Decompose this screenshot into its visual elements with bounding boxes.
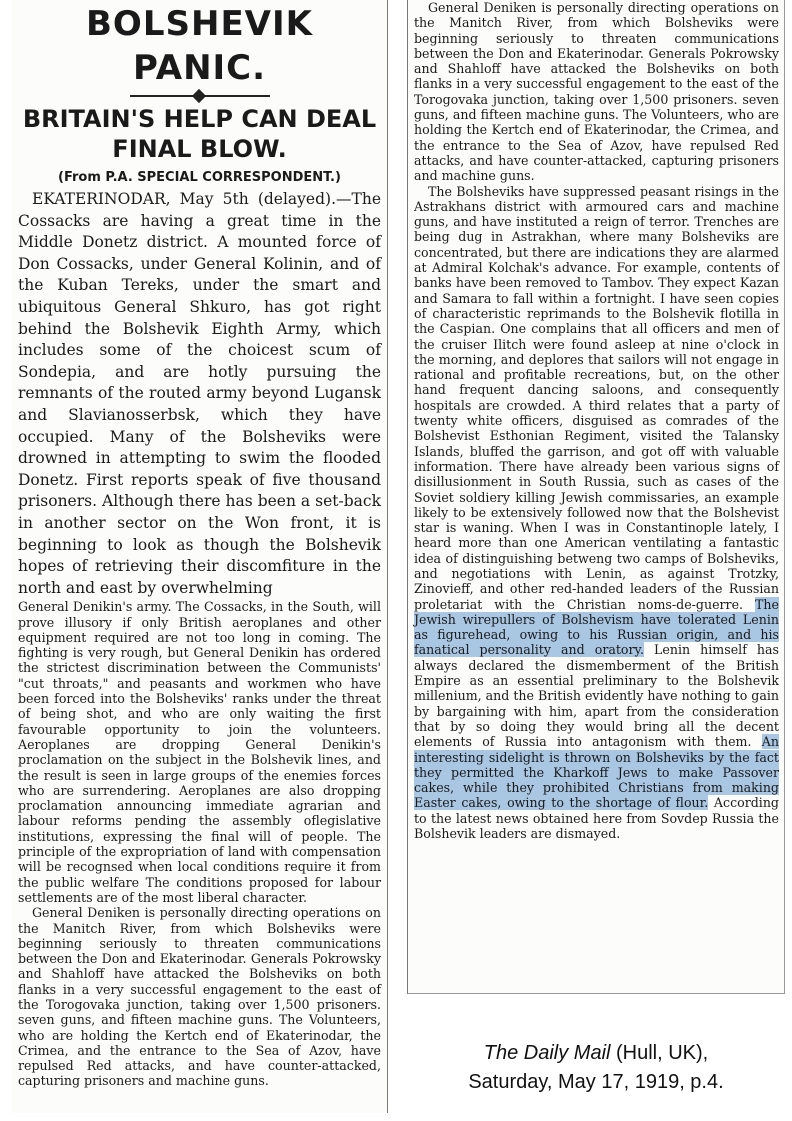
left-denikin-paragraph: General Deniken is personally directing operations on the Manitch River, from which Bolsheviks were beginning seriously to threaten communications between the Don and Ekaterinodar. Generals Pokrowsky and Shahloff have attacked the Bolsheviks on both flanks in a very successful engagement to the east of the Torogovaka junction, taking over 1,500 prisoners. seven guns, and fifteen machine guns. The Volunteers, who are holding the Kertch end of Ekaterinodar, the Crimea, and the entrance to the Sea of Azov, have repulsed Red attacks, and have counter-attacked, capturing prisoners and machine guns.	[18, 905, 381, 1089]
left-continued-paragraph: General Denikin's army. The Cossacks, in the South, will prove illusory if only British aeroplanes and other equipment required are not too long in coming. The fighting is very rough, but General Denikin has ordered the strictest discrimination between the Communists' "cut throats," and peasants and workmen who have been forced into the Bolsheviks' ranks under the threat of being shot, and who are only waiting the first favourable opportunity to join the volunteers. Aeroplanes are dropping General Denikin's proclamation on the subject in the Bolshevik lines, and the result is seen in large groups of the enemies forces who are surrendering. Aeroplanes are also dropping proclamation announcing immediate agrarian and labour reforms pending the assembly oflegislative institutions, expressing the final will of people. The principle of the expropriation of land with compensation will be recognsed when local conditions require it from the public welfare The conditions proposed for labour settlements are of the most liberal character.	[18, 599, 381, 905]
source-caption-line-1	[408, 1040, 784, 1066]
right-terror-text: The Bolsheviks have suppressed peasant risings in the Astrakhans district with armoured cars and machine guns, and have instituted a reign of terror. Trenches are being dug in Astrakhan, where many Bolsheviks are concentrated, but there are indications they are alarmed at Admiral Kolchak's advance. For example, contents of banks have been removed to Tambov. They expect Kazan and Samara to fall within a fortnight. I have seen copies of characteristic reprimands to the Bolshevik flotilla in the Caspian. One complains that all officers and men of the cruiser Ilitch were found asleep at nine o'clock in the morning, and deplores that sailors will not engage in rational and profitable recreations, but, on the other hand frequent dancing saloons, and consequently hospitals are crowded. A third relates that a party of twenty white officers, disguised as comrades of the Bolshevist Esthonian Regiment, visited the Talansky Islands, bluffed the garrison, and got off with valuable information. There have already been various signs of disillusionment in South Russia, such as cases of the Soviet soldiery killing Jewish commissaries, an example likely to be extensively followed now that the Bolshevist star is waning. When I was in Constantinople lately, I heard more than one American ventilating a fantastic idea of distinguishing betweng two camps of Bolsheviks, and negotiations with Lenin, as against Trotzky, Zinovieff, and other red-handed leaders of the Russian proletariat with the Christian noms-de-guerre.	[414, 183, 779, 612]
lead-paragraph: EKATERINODAR, May 5th (delayed).—The Cossacks are having a great time in the Middle Donetz district. A mounted force of Don Cossacks, under General Kolinin, and of the Kuban Tereks, under the smart and ubiquitous General Shkuro, has got right behind the Bolshevik Eighth Army, which includes some of the choicest scum of Sondepia, and are hotly pursuing the remnants of the routed army beyond Lugansk and Slavianosserbsk, which they have occupied. Many of the Bolsheviks were drowned in attempting to swim the flooded Donetz. First reports speak of five thousand prisoners. Although there has been a set-back in another sector on the Won front, it is beginning to look as though the Bolshevik hopes of retrieving their discomfiture in the north and east by overwhelming	[18, 190, 381, 597]
highlighted-passage-2: An interesting sidelight is thrown on Bolsheviks by the fact they permitted the Kharkoff Jews to make Passover cakes, while they prohibited Christians from making Easter cakes, owing to the shortage of flour.	[414, 734, 779, 811]
right-denikin-paragraph: General Deniken is personally directing operations on the Manitch River, from which Bolsheviks were beginning seriously to threaten communications between the Don and Ekaterinodar. Generals Pokrowsky and Shahloff have attacked the Bolsheviks on both flanks in a very successful engagement to the east of the Torogovaka junction, taking over 1,500 prisoners. seven guns, and fifteen machine guns. The Volunteers, who are holding the Kertch end of Ekaterinodar, the Crimea, and the entrance to the Sea of Azov, have repulsed Red attacks, and have counter-attacked, capturing prisoners and machine guns.	[414, 0, 779, 184]
right-end-text: According to the latest news obtained here from Sovdep Russia the Bolshevik leaders are dismayed.	[414, 795, 779, 842]
byline: (From P.A. SPECIAL CORRESPONDENT.)	[58, 170, 341, 185]
right-column	[407, 0, 785, 994]
right-middle-text: Lenin himself has always declared the dismemberment of the British Empire as an essential preliminary to the Bolshevik millenium, and the British evidently have nothing to gain by bargaining with him, apart from the consideration that by so doing they would bring all the decent elements of Russia into antagonism with them.	[414, 642, 779, 750]
headline: BOLSHEVIK PANIC.	[86, 4, 313, 88]
highlighted-passage-1: The Jewish wirepullers of Bolshevism have tolerated Lenin as figurehead, owing to his Russian origin, and his fanatical personality and oratory.	[414, 596, 779, 658]
right-terror-paragraph	[414, 184, 779, 842]
publication-place: (Hull, UK),	[610, 1042, 709, 1064]
decorative-rule	[130, 95, 270, 97]
subheadline: BRITAIN'S HELP CAN DEAL FINAL BLOW.	[22, 105, 377, 163]
source-caption-date: Saturday, May 17, 1919, p.4.	[468, 1071, 724, 1093]
left-column	[12, 0, 388, 1113]
publication-name: The Daily Mail	[483, 1042, 611, 1064]
